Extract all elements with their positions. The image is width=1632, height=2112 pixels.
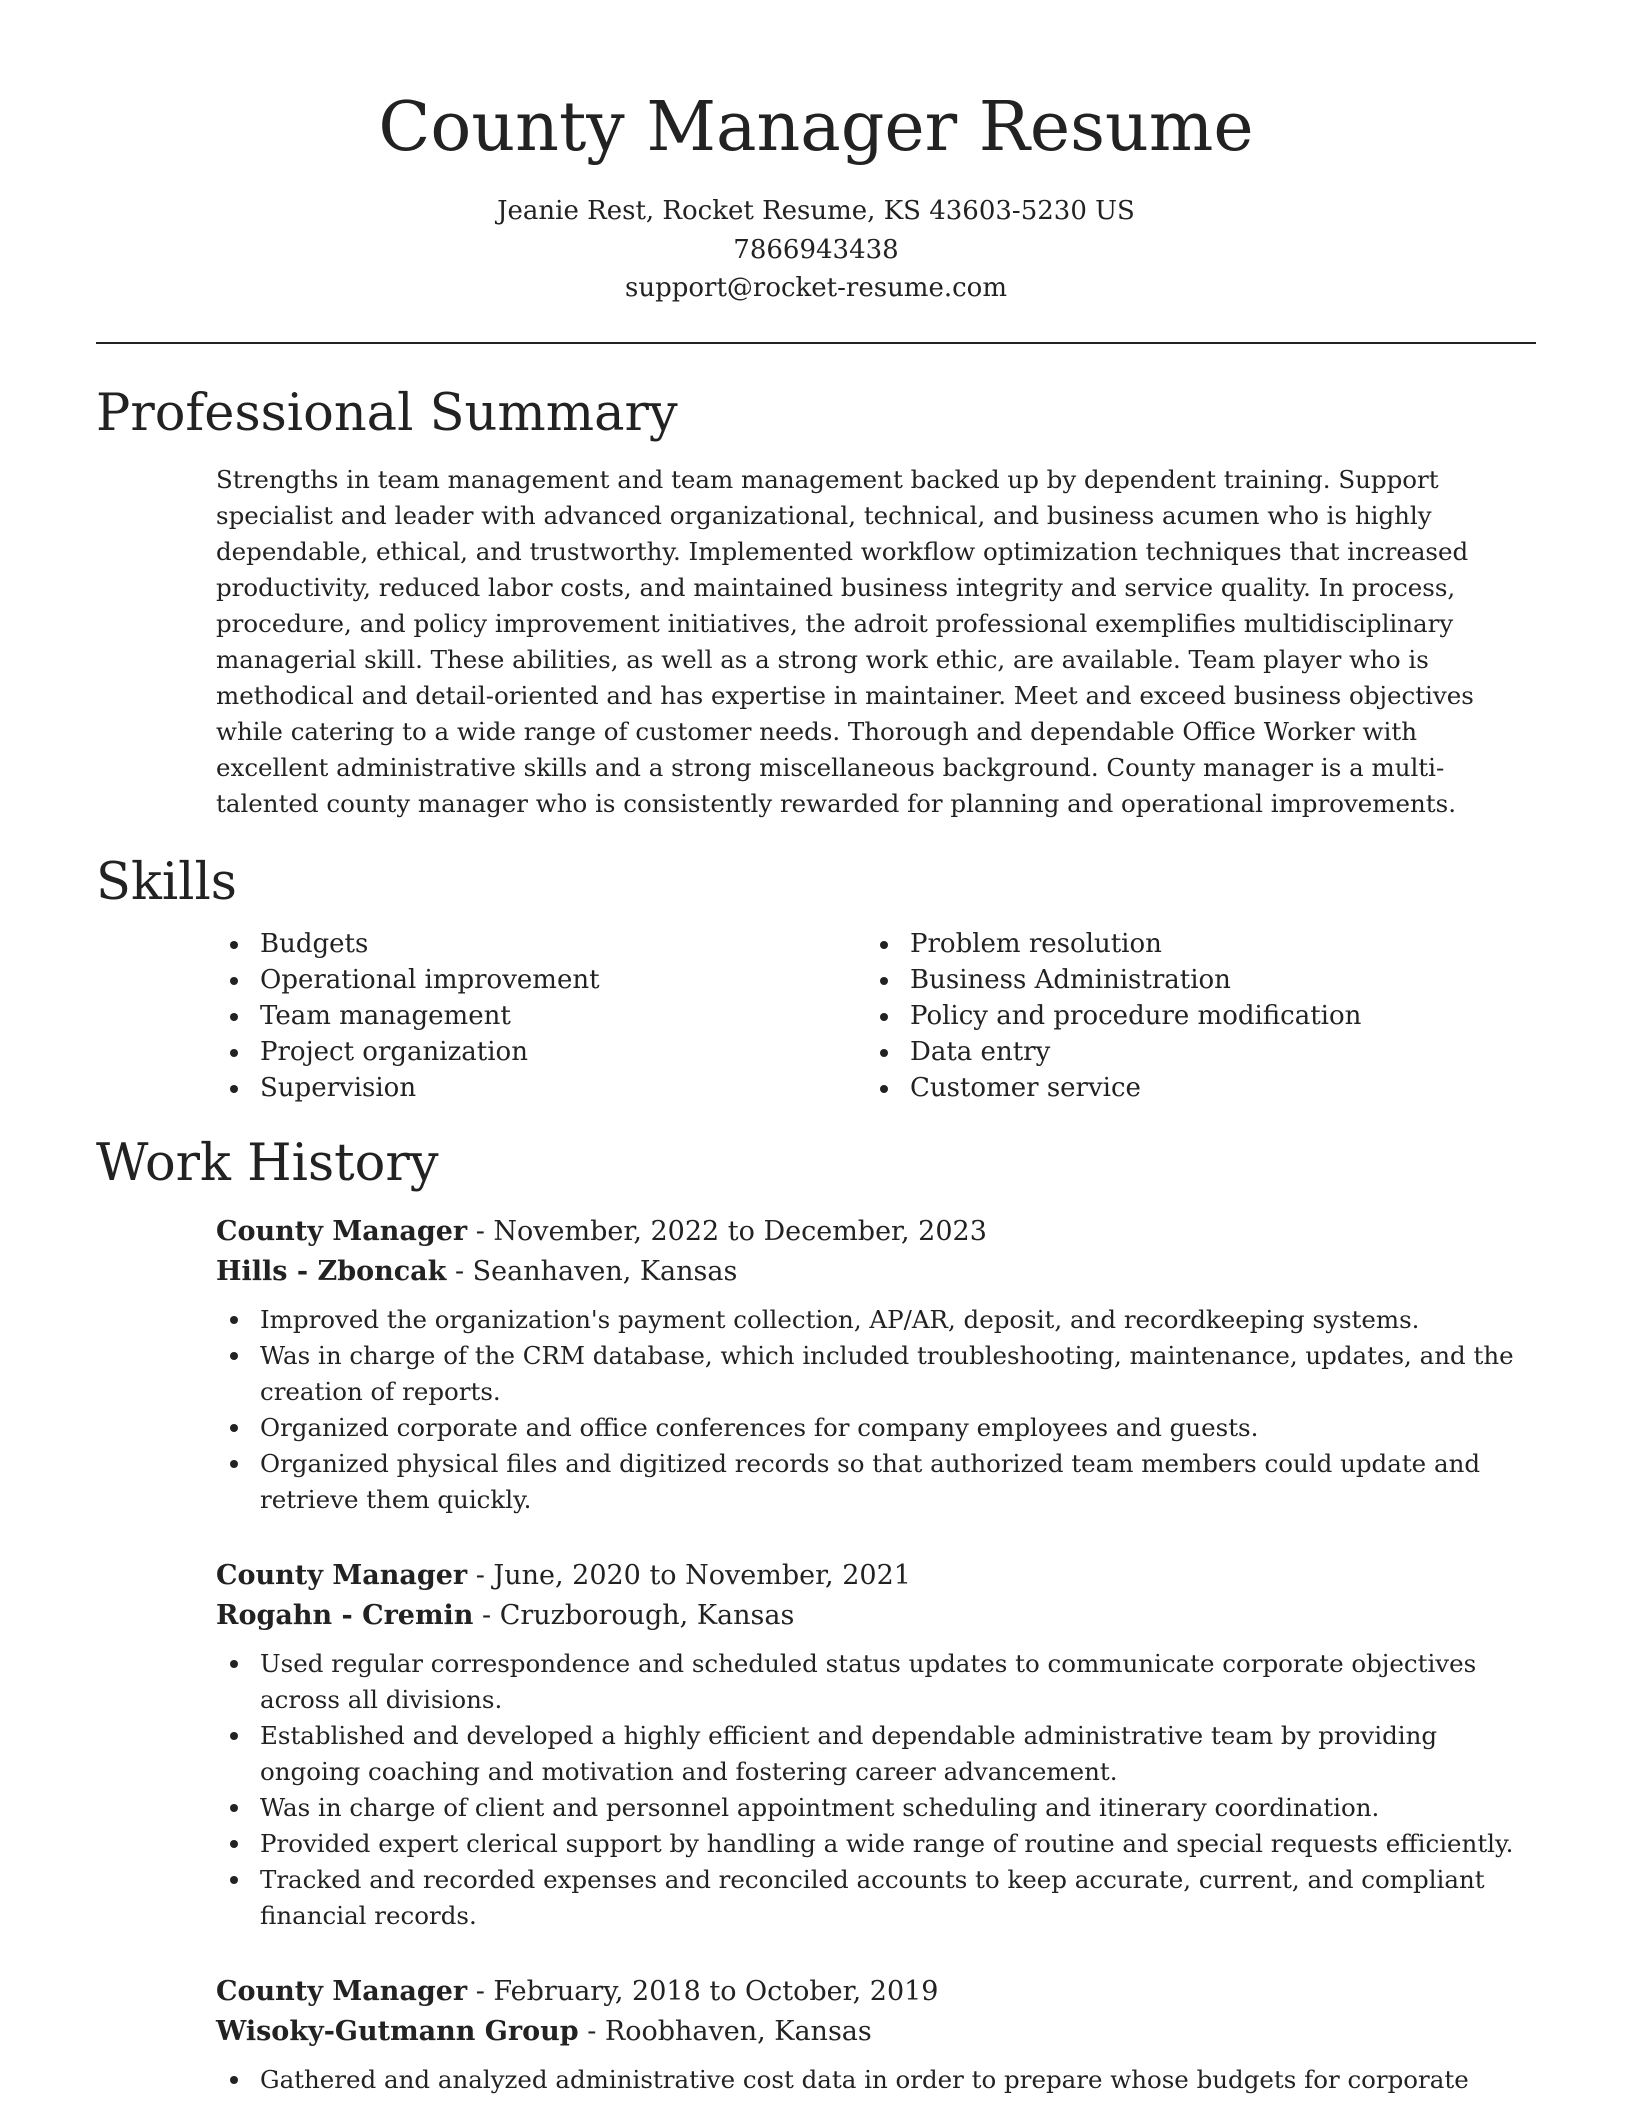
- section-title-work-history: Work History: [96, 1134, 439, 1193]
- header-divider: [96, 342, 1536, 344]
- job-dates: - November, 2022 to December, 2023: [467, 1216, 987, 1247]
- job-bullet: Tracked and recorded expenses and reconciled accounts to keep accurate, current, and compliant financial records.: [216, 1862, 1536, 1934]
- contact-phone: 7866943438: [733, 235, 899, 265]
- job-bullet: Organized corporate and office conferences for company employees and guests.: [216, 1410, 1536, 1446]
- job-bullet: Provided expert clerical support by handling a wide range of routine and special requests efficiently.: [216, 1826, 1536, 1862]
- skill-item: Budgets: [216, 926, 856, 962]
- job-company-line: [216, 2012, 1536, 2052]
- job-bullet-list: [216, 1302, 1536, 1518]
- job-bullet: Was in charge of client and personnel appointment scheduling and itinerary coordination.: [216, 1790, 1536, 1826]
- resume-title: County Manager Resume: [378, 88, 1254, 167]
- contact-email: support@rocket-resume.com: [624, 273, 1007, 303]
- job-title: County Manager: [216, 1976, 468, 2007]
- job-bullet: Organized physical files and digitized records so that authorized team members could update and retrieve them quickly.: [216, 1446, 1536, 1518]
- skill-item: Business Administration: [866, 962, 1526, 998]
- skill-item: Project organization: [216, 1034, 856, 1070]
- summary-text: Strengths in team management and team management backed up by dependent training. Support specialist and leader with advanced organizational, technical, and business acumen who is highly dependable, ethical, and trustworthy. Implemented workflow optimization techniques that increased productivity, reduced labor costs, and maintained business integrity and service quality. In process, procedure, and policy improvement initiatives, the adroit professional exemplifies multidisciplinary managerial skill. These abilities, as well as a strong work ethic, are available. Team player who is methodical and detail-oriented and has expertise in maintainer. Meet and exceed business objectives while catering to a wide range of customer needs. Thorough and dependable Office Worker with excellent administrative skills and a strong miscellaneous background. County manager is a multi-talented county manager who is consistently rewarded for planning and operational improvements.: [216, 465, 1474, 818]
- job-location: - Seanhaven, Kansas: [446, 1256, 738, 1287]
- job-company: Hills - Zboncak: [216, 1256, 447, 1287]
- job-entry: [216, 1212, 1536, 1518]
- job-bullet: Used regular correspondence and scheduled status updates to communicate corporate objectives across all divisions.: [216, 1646, 1536, 1718]
- job-bullet: Improved the organization's payment collection, AP/AR, deposit, and recordkeeping systems.: [216, 1302, 1536, 1338]
- job-company-line: [216, 1596, 1536, 1636]
- job-entry: [216, 1556, 1536, 1934]
- job-title-line: [216, 1556, 1536, 1596]
- job-title-line: [216, 1212, 1536, 1252]
- job-location: - Cruzborough, Kansas: [473, 1600, 795, 1631]
- skill-item: Problem resolution: [866, 926, 1526, 962]
- job-bullet-list: [216, 2062, 1536, 2098]
- job-bullet: Was in charge of the CRM database, which included troubleshooting, maintenance, updates, and the creation of reports.: [216, 1338, 1536, 1410]
- job-location: - Roobhaven, Kansas: [578, 2016, 872, 2047]
- skills-list-left: [216, 926, 856, 1106]
- job-bullet: Gathered and analyzed administrative cost data in order to prepare whose budgets for corporate: [216, 2062, 1536, 2098]
- skill-item: Supervision: [216, 1070, 856, 1106]
- skill-item: Policy and procedure modification: [866, 998, 1526, 1034]
- job-title: County Manager: [216, 1560, 468, 1591]
- skill-item: Operational improvement: [216, 962, 856, 998]
- job-company-line: [216, 1252, 1536, 1292]
- job-company: Wisoky-Gutmann Group: [216, 2016, 579, 2047]
- job-bullet-list: [216, 1646, 1536, 1934]
- job-company: Rogahn - Cremin: [216, 1600, 474, 1631]
- section-title-summary: Professional Summary: [96, 384, 678, 443]
- contact-address: Jeanie Rest, Rocket Resume, KS 43603-5230 US: [497, 196, 1135, 226]
- job-dates: - February, 2018 to October, 2019: [467, 1976, 939, 2007]
- skills-list-right: [866, 926, 1526, 1106]
- skill-item: Customer service: [866, 1070, 1526, 1106]
- job-dates: - June, 2020 to November, 2021: [467, 1560, 911, 1591]
- job-bullet: Established and developed a highly efficient and dependable administrative team by providing ongoing coaching and motivation and fostering career advancement.: [216, 1718, 1536, 1790]
- job-title: County Manager: [216, 1216, 468, 1247]
- skill-item: Team management: [216, 998, 856, 1034]
- job-entry: [216, 1972, 1536, 2098]
- skill-item: Data entry: [866, 1034, 1526, 1070]
- section-title-skills: Skills: [96, 853, 237, 912]
- job-title-line: [216, 1972, 1536, 2012]
